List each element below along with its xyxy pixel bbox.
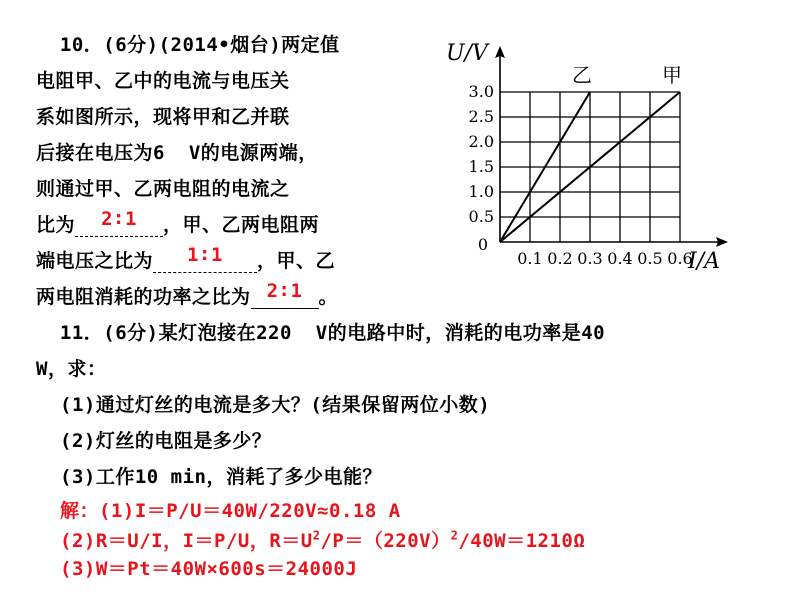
y-tick-label-0: 0.5 (468, 207, 494, 226)
q11-item-1: (1)通过灯丝的电流是多大？(结果保留两位小数) (60, 394, 491, 416)
origin-label: 0 (477, 235, 488, 254)
answer-blank-3 (251, 280, 319, 309)
solution-2-sup-2: 2 (450, 528, 459, 543)
q10-line-7-post: ，甲、乙 (257, 250, 336, 272)
chart-labels (446, 41, 720, 274)
solution-2-c: /40W＝1210Ω (458, 530, 586, 552)
q10-line-4: 后接在电压为6 V的电源两端， (36, 142, 318, 164)
answer-blank-2 (153, 244, 257, 273)
x-axis-label: I/A (688, 249, 720, 274)
q11-item-3: (3)工作10 min，消耗了多少电能？ (60, 466, 382, 488)
solution-line-3: (3)W＝Pt＝40W×600s＝24000J (60, 558, 358, 580)
solution-line-1: 解：(1)I＝P/U＝40W/220V≈0.18 A (60, 500, 401, 522)
y-tick-label-2: 1.5 (468, 157, 494, 176)
solution-2-b: /P＝（220V） (320, 530, 451, 552)
iu-chart (440, 20, 760, 280)
solution-2-sup-1: 2 (312, 528, 321, 543)
q10-line-5: 则通过甲、乙两电阻的电流之 (36, 178, 290, 200)
answer-2: 1∶1 (187, 244, 223, 266)
series-name-1: 甲 (662, 63, 682, 87)
solution-2-a: (2)R＝U/I，I＝P/U，R＝U (60, 530, 313, 552)
q11-line-2: W，求： (36, 358, 107, 380)
q11-item-2: (2)灯丝的电阻是多少？ (60, 430, 272, 452)
x-tick-label-5: 0.6 (667, 249, 693, 268)
x-tick-label-1: 0.2 (547, 249, 573, 268)
x-tick-label-2: 0.3 (577, 249, 603, 268)
q10-line-2: 电阻甲、乙中的电流与电压关 (36, 70, 290, 92)
y-tick-label-5: 3.0 (468, 82, 494, 101)
solution-line-2 (60, 530, 585, 552)
y-tick-label-3: 2.0 (468, 132, 494, 151)
x-tick-label-3: 0.4 (607, 249, 633, 268)
y-tick-label-1: 1.0 (468, 182, 494, 201)
q10-line-6-pre: 比为 (36, 214, 76, 236)
q10-line-7 (36, 244, 336, 273)
series-name-0: 乙 (572, 63, 592, 87)
x-tick-label-0: 0.1 (517, 249, 543, 268)
answer-3: 2∶1 (266, 280, 303, 302)
q11-line-1: 11．(6分)某灯泡接在220 V的电路中时，消耗的电功率是40 (36, 322, 606, 344)
answer-1: 2∶1 (101, 208, 137, 230)
q10-line-6-post: ，甲、乙两电阻两 (163, 214, 320, 236)
y-axis-label: U/V (446, 41, 488, 66)
q10-line-8-post: 。 (318, 286, 339, 308)
q10-line-3: 系如图所示，现将甲和乙并联 (36, 106, 290, 128)
q10-line-8 (36, 280, 339, 309)
q10-line-8-pre: 两电阻消耗的功率之比为 (36, 286, 251, 308)
answer-blank-1 (75, 208, 163, 237)
q10-line-6 (36, 208, 320, 237)
q10-line-1: 10．(6分)(2014•烟台)两定值 (36, 34, 340, 56)
x-tick-label-4: 0.5 (637, 249, 663, 268)
y-tick-label-4: 2.5 (468, 107, 494, 126)
q10-line-7-pre: 端电压之比为 (36, 250, 154, 272)
